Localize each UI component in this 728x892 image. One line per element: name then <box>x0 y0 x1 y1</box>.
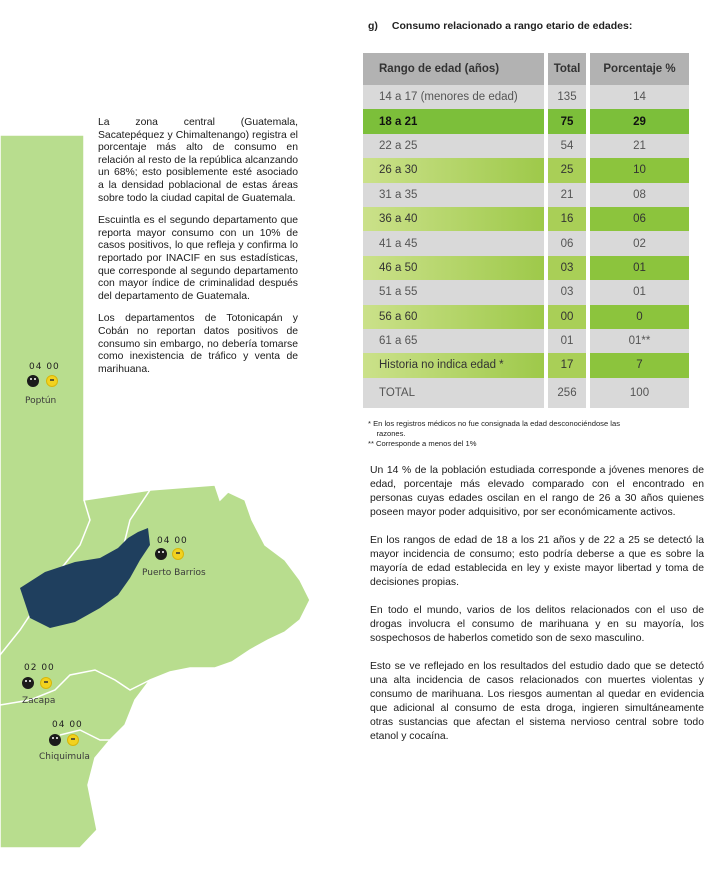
age-range-table <box>363 53 693 408</box>
paragraph: Un 14 % de la población estudiada corresponde a jóvenes menores de edad, porcentaje más elevado comparado con el encontrado en personas cuyas edades oscilan en el rango de 26 a 30 años quienes poseen mayor poder adquisitivo, por ser económicamente activos. <box>370 465 704 518</box>
cell-total: 16 <box>548 207 590 231</box>
cell-percent: 7 <box>590 353 689 377</box>
footnote: razones. <box>368 429 406 438</box>
sad-face-icon <box>49 734 61 746</box>
cell-percent: 02 <box>590 231 689 255</box>
cell-total: 03 <box>548 256 590 280</box>
happy-face-icon <box>46 375 58 387</box>
paragraph: En todo el mundo, varios de los delitos relacionados con el uso de drogas involucra el consumo de marihuana y en su mayoría, los sospechosos de haberlos cometido son de sexo masculino. <box>370 605 704 644</box>
cell-range: 41 a 45 <box>363 231 548 255</box>
cell-total: 54 <box>548 134 590 158</box>
region-counts: 04 00 <box>52 720 83 730</box>
table-row <box>363 158 693 182</box>
table-row <box>363 305 693 329</box>
sad-face-icon <box>27 375 39 387</box>
cell-range: 56 a 60 <box>363 305 548 329</box>
table-row <box>363 256 693 280</box>
cell-total: 06 <box>548 231 590 255</box>
paragraph: La zona central (Guatemala, Sacatepéquez y Chimaltenango) registra el porcentaje más alto de consumo en relación al resto de la república alcanzando un 68%; esto posiblemente esté asociado a la densidad poblacional de estas áreas sobre todo la ciudad capital de Guatemala. <box>98 117 298 204</box>
happy-face-icon <box>172 548 184 560</box>
cell-total: 01 <box>548 329 590 353</box>
header-total: Total <box>548 53 590 85</box>
cell-range: TOTAL <box>363 378 548 408</box>
cell-range: 61 a 65 <box>363 329 548 353</box>
table-row <box>363 85 693 109</box>
footnote: ** Corresponde a menos del 1% <box>368 439 477 448</box>
cell-total: 25 <box>548 158 590 182</box>
cell-range: 31 a 35 <box>363 183 548 207</box>
cell-range: 36 a 40 <box>363 207 548 231</box>
cell-percent: 21 <box>590 134 689 158</box>
cell-percent: 0 <box>590 305 689 329</box>
sad-face-icon <box>155 548 167 560</box>
happy-face-icon <box>40 677 52 689</box>
region-counts: 04 00 <box>29 362 60 372</box>
cell-percent: 01 <box>590 280 689 304</box>
cell-range: 51 a 55 <box>363 280 548 304</box>
cell-percent: 10 <box>590 158 689 182</box>
cell-total: 03 <box>548 280 590 304</box>
happy-face-icon <box>67 734 79 746</box>
footnote: * En los registros médicos no fue consignada la edad desconociéndose las <box>368 419 621 428</box>
paragraph: Escuintla es el segundo departamento que reporta mayor consumo con un 10% de casos positivos, lo que refleja y confirma lo reportado por INACIF en sus estadísticas, que corresponde al segundo departamento con mayor índice de criminalidad después del departamento de Guatemala. <box>98 215 298 302</box>
region-counts: 02 00 <box>24 663 55 673</box>
cell-range: 14 a 17 (menores de edad) <box>363 85 548 109</box>
cell-percent: 14 <box>590 85 689 109</box>
table-row <box>363 134 693 158</box>
sad-face-icon <box>22 677 34 689</box>
region-label: Puerto Barrios <box>142 568 206 578</box>
paragraph: En los rangos de edad de 18 a los 21 años y de 22 a 25 se detectó la mayor incidencia de consumo; esto podría deberse a que es sobre la mayoría de edad establecida en ley y existe mayor libertad y toma de decisiones propias. <box>370 535 704 588</box>
cell-total: 17 <box>548 353 590 377</box>
table-row <box>363 353 693 377</box>
cell-range: 26 a 30 <box>363 158 548 182</box>
table-row <box>363 183 693 207</box>
section-heading <box>368 20 632 32</box>
paragraph: Los departamentos de Totonicapán y Cobán no reportan datos positivos de consumo sin embargo, no debería tomarse como inexistencia de tráfico y venta de marihuana. <box>98 313 298 375</box>
table-total-row <box>363 378 693 408</box>
right-column-text <box>370 464 704 758</box>
region-label: Chiquimula <box>39 752 90 762</box>
table-row <box>363 207 693 231</box>
region-counts: 04 00 <box>157 536 188 546</box>
cell-total: 00 <box>548 305 590 329</box>
header-range: Rango de edad (años) <box>363 53 548 85</box>
cell-total: 21 <box>548 183 590 207</box>
table-row <box>363 109 693 133</box>
section-letter: g) <box>368 20 378 32</box>
section-title: Consumo relacionado a rango etario de edades: <box>391 20 633 32</box>
cell-percent: 29 <box>590 109 689 133</box>
header-percent: Porcentaje % <box>590 53 689 85</box>
cell-percent: 06 <box>590 207 689 231</box>
region-label: Zacapa <box>22 696 56 706</box>
cell-percent: 100 <box>590 378 689 408</box>
table-row <box>363 231 693 255</box>
cell-range: 46 a 50 <box>363 256 548 280</box>
cell-total: 256 <box>548 378 590 408</box>
cell-range: 18 a 21 <box>363 109 548 133</box>
table-row <box>363 280 693 304</box>
paragraph: Esto se ve reflejado en los resultados del estudio dado que se detectó una alta incidencia de casos relacionados con muertes violentas y consumo de marihuana. Los riesgos aumentan al quedar en evidencia que adicional al consumo de esta droga, ingieren simultáneamente otras sustancias que afectan el sistema nervioso central sobre todo etanol y cocaína. <box>370 661 704 742</box>
region-label: Poptún <box>25 396 57 406</box>
cell-range: Historia no indica edad * <box>363 353 548 377</box>
cell-range: 22 a 25 <box>363 134 548 158</box>
table-footnotes <box>368 419 688 449</box>
cell-percent: 08 <box>590 183 689 207</box>
cell-percent: 01** <box>590 329 689 353</box>
cell-percent: 01 <box>590 256 689 280</box>
cell-total: 135 <box>548 85 590 109</box>
left-column-text <box>98 117 298 386</box>
table-header-row <box>363 53 693 85</box>
table-row <box>363 329 693 353</box>
cell-total: 75 <box>548 109 590 133</box>
